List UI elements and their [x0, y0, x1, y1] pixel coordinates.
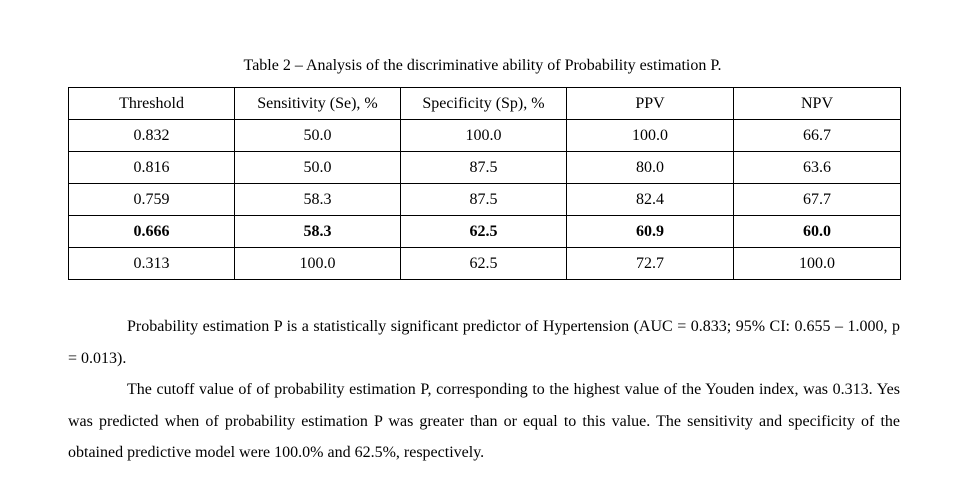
header-npv: NPV — [734, 88, 901, 120]
cell-ppv: 100.0 — [567, 120, 734, 152]
table-header-row — [69, 88, 901, 120]
table-row — [69, 248, 901, 280]
table-caption: Table 2 – Analysis of the discriminative ability of Probability estimation P. — [243, 57, 722, 74]
cell-threshold: 0.832 — [69, 120, 235, 152]
header-specificity: Specificity (Sp), % — [401, 88, 567, 120]
paragraph-cutoff: The cutoff value of of probability estimation P, corresponding to the highest value of the Youden index, was 0.313. Yes was predicted when of probability estimation P was greater than or equal to this value. The sensitivity and specificity of the obtained predictive model were 100.0% and 62.5%, respectively. — [68, 381, 900, 461]
cell-specificity: 62.5 — [401, 248, 567, 280]
results-table — [68, 87, 901, 280]
header-sensitivity: Sensitivity (Se), % — [235, 88, 401, 120]
cell-sensitivity: 50.0 — [235, 120, 401, 152]
cell-ppv: 72.7 — [567, 248, 734, 280]
cell-npv: 67.7 — [734, 184, 901, 216]
cell-sensitivity: 58.3 — [235, 216, 401, 248]
cell-sensitivity: 58.3 — [235, 184, 401, 216]
paragraph-significance: Probability estimation P is a statistically significant predictor of Hypertension (AUC = 0.833; 95% CI: 0.655 – 1.000, p = 0.013). — [68, 318, 900, 367]
cell-npv: 100.0 — [734, 248, 901, 280]
cell-sensitivity: 100.0 — [235, 248, 401, 280]
cell-npv: 63.6 — [734, 152, 901, 184]
table-row-highlighted — [69, 216, 901, 248]
cell-ppv: 80.0 — [567, 152, 734, 184]
cell-npv: 60.0 — [734, 216, 901, 248]
cell-threshold: 0.816 — [69, 152, 235, 184]
cell-specificity: 87.5 — [401, 184, 567, 216]
cell-specificity: 87.5 — [401, 152, 567, 184]
cell-threshold: 0.759 — [69, 184, 235, 216]
table-row — [69, 152, 901, 184]
cell-threshold: 0.666 — [69, 216, 235, 248]
cell-specificity: 100.0 — [401, 120, 567, 152]
cell-npv: 66.7 — [734, 120, 901, 152]
cell-ppv: 82.4 — [567, 184, 734, 216]
table-row — [69, 184, 901, 216]
table-row — [69, 120, 901, 152]
cell-threshold: 0.313 — [69, 248, 235, 280]
cell-sensitivity: 50.0 — [235, 152, 401, 184]
cell-specificity: 62.5 — [401, 216, 567, 248]
header-ppv: PPV — [567, 88, 734, 120]
header-threshold: Threshold — [69, 88, 235, 120]
cell-ppv: 60.9 — [567, 216, 734, 248]
